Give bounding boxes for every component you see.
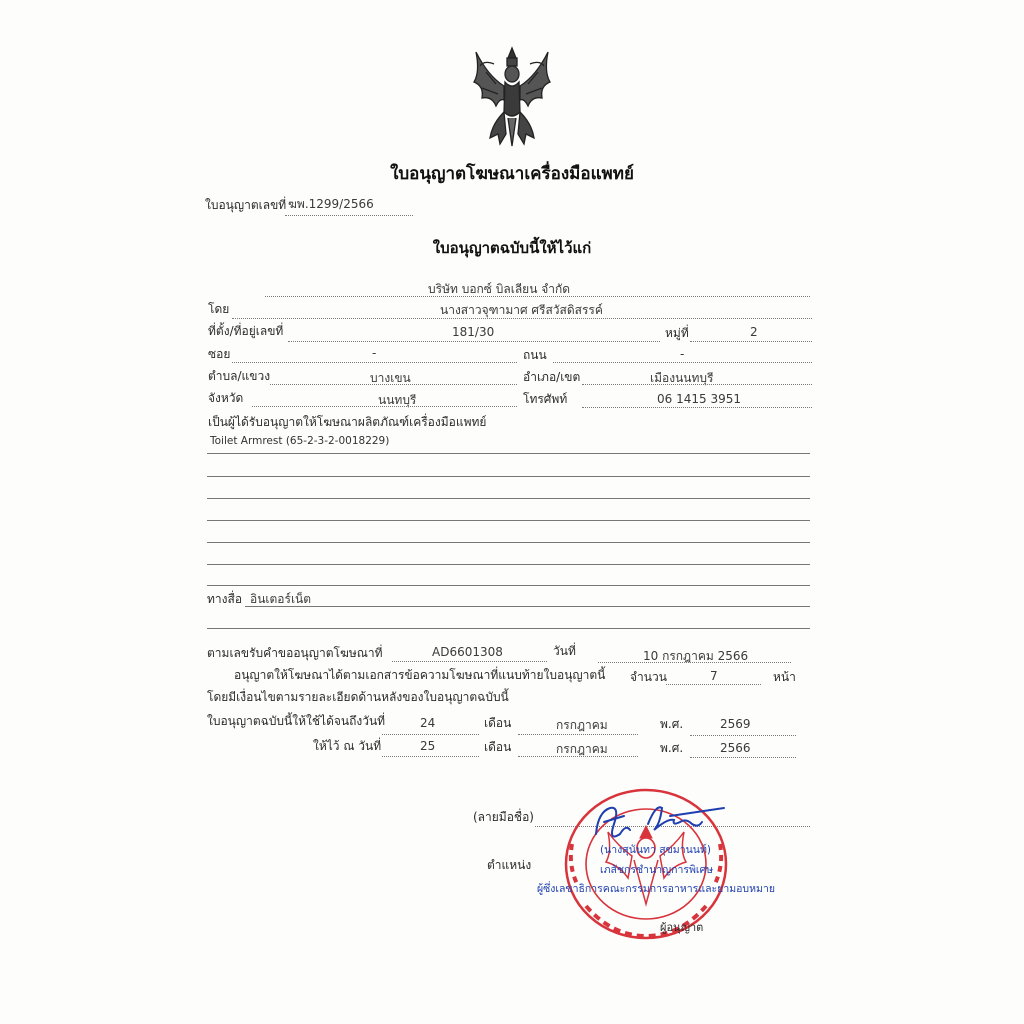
amount-line bbox=[666, 684, 761, 685]
valid-until-label: ใบอนุญาตฉบับนี้ให้ใช้ได้จนถึงวันที่ bbox=[207, 714, 386, 728]
province-value: นนทบุรี bbox=[378, 393, 417, 407]
address-number: 181/30 bbox=[452, 325, 495, 339]
valid-year-line bbox=[690, 735, 796, 736]
address-line bbox=[288, 341, 660, 342]
permit-number-label: ใบอนุญาตเลขที่ bbox=[205, 198, 287, 212]
company-name: บริษัท บอกซ์ บิลเลียน จำกัด bbox=[428, 282, 571, 296]
road-line bbox=[553, 362, 812, 363]
garuda-emblem-icon bbox=[470, 42, 554, 152]
signature-label: (ลายมือชื่อ) bbox=[473, 810, 534, 824]
issued-year: 2566 bbox=[720, 741, 751, 755]
issued-day-line bbox=[382, 756, 479, 757]
issued-month-label: เดือน bbox=[484, 740, 512, 754]
subdistrict-label: ตำบล/แขวง bbox=[208, 369, 271, 383]
valid-month-label: เดือน bbox=[484, 716, 512, 730]
moo-value: 2 bbox=[750, 325, 758, 339]
allowed-text: อนุญาตให้โฆษณาได้ตามเอกสารข้อความโฆษณาที่แนบท้ายใบอนุญาตนี้ bbox=[234, 668, 606, 682]
media-line-1 bbox=[245, 606, 810, 607]
product-line-1 bbox=[207, 453, 810, 454]
phone-label: โทรศัพท์ bbox=[523, 392, 568, 406]
subdistrict-line bbox=[270, 384, 517, 385]
company-line bbox=[265, 296, 810, 297]
product-line-3 bbox=[207, 498, 810, 499]
media-label: ทางสื่อ bbox=[207, 592, 243, 606]
page-unit: หน้า bbox=[773, 670, 796, 684]
amount-value: 7 bbox=[710, 669, 718, 683]
province-label: จังหวัด bbox=[208, 391, 244, 405]
licensor-label: ผู้อนุญาต bbox=[660, 921, 704, 934]
valid-day-line bbox=[382, 734, 479, 735]
media-line-2 bbox=[207, 628, 810, 629]
signer-title: เภสัชกรชำนาญการพิเศษ bbox=[600, 864, 714, 876]
issued-day: 25 bbox=[420, 739, 436, 753]
province-line bbox=[252, 406, 517, 407]
amount-label: จำนวน bbox=[630, 670, 667, 684]
position-label: ตำแหน่ง bbox=[487, 858, 532, 872]
delegated-authority: ผู้ซึ่งเลขาธิการคณะกรรมการอาหารและยามอบหมาย bbox=[537, 883, 775, 895]
product-name: Toilet Armrest (65-2-3-2-0018229) bbox=[210, 435, 390, 447]
issued-year-line bbox=[690, 757, 796, 758]
product-statement: เป็นผู้ได้รับอนุญาตให้โฆษณาผลิตภัณฑ์เครื่องมือแพทย์ bbox=[208, 415, 487, 429]
valid-day: 24 bbox=[420, 716, 436, 730]
issued-year-label: พ.ศ. bbox=[660, 741, 684, 755]
soi-label: ซอย bbox=[208, 347, 231, 361]
subdistrict-value: บางเขน bbox=[370, 371, 411, 385]
request-label: ตามเลขรับคำขออนุญาตโฆษณาที่ bbox=[207, 646, 383, 660]
granted-to-heading: ใบอนุญาตฉบับนี้ให้ไว้แก่ bbox=[432, 239, 592, 257]
issued-month-line bbox=[518, 756, 638, 757]
product-line-7 bbox=[207, 585, 810, 586]
address-label: ที่ตั้ง/ที่อยู่เลขที่ bbox=[208, 324, 284, 338]
product-line-5 bbox=[207, 542, 810, 543]
district-value: เมืองนนทบุรี bbox=[650, 371, 714, 385]
product-line-4 bbox=[207, 520, 810, 521]
request-date-label: วันที่ bbox=[553, 644, 576, 658]
district-label: อำเภอ/เขต bbox=[523, 370, 581, 384]
phone-line bbox=[582, 407, 812, 408]
media-value: อินเตอร์เน็ต bbox=[250, 592, 312, 606]
moo-line bbox=[690, 341, 812, 342]
request-number: AD6601308 bbox=[432, 645, 503, 659]
signer-name: (นางสุนันทา สุขมานนท์) bbox=[600, 844, 711, 856]
by-label: โดย bbox=[208, 302, 230, 316]
soi-value: - bbox=[372, 346, 377, 360]
permit-number-line bbox=[285, 215, 413, 216]
road-value: - bbox=[680, 347, 685, 361]
valid-year-label: พ.ศ. bbox=[660, 717, 684, 731]
issued-label: ให้ไว้ ณ วันที่ bbox=[313, 739, 382, 753]
permit-number-value: ฆพ.1299/2566 bbox=[288, 197, 374, 211]
representative-line bbox=[232, 318, 812, 319]
soi-line bbox=[232, 362, 517, 363]
district-line bbox=[582, 384, 812, 385]
valid-month: กรกฎาคม bbox=[556, 718, 608, 732]
condition-text: โดยมีเงื่อนไขตามรายละเอียดด้านหลังของใบอนุญาตฉบับนี้ bbox=[207, 690, 509, 704]
road-label: ถนน bbox=[523, 348, 547, 362]
valid-month-line bbox=[518, 734, 638, 735]
product-line-2 bbox=[207, 476, 810, 477]
document-title: ใบอนุญาตโฆษณาเครื่องมือแพทย์ bbox=[390, 164, 634, 184]
product-line-6 bbox=[207, 564, 810, 565]
moo-label: หมู่ที่ bbox=[665, 326, 689, 340]
representative-name: นางสาวจุฑามาศ ศรีสวัสดิสรรค์ bbox=[440, 303, 603, 317]
phone-value: 06 1415 3951 bbox=[657, 392, 741, 406]
valid-year: 2569 bbox=[720, 717, 751, 731]
request-date-line bbox=[598, 662, 791, 663]
request-date: 10 กรกฎาคม 2566 bbox=[643, 649, 749, 663]
request-number-line bbox=[392, 661, 547, 662]
issued-month: กรกฎาคม bbox=[556, 742, 608, 756]
